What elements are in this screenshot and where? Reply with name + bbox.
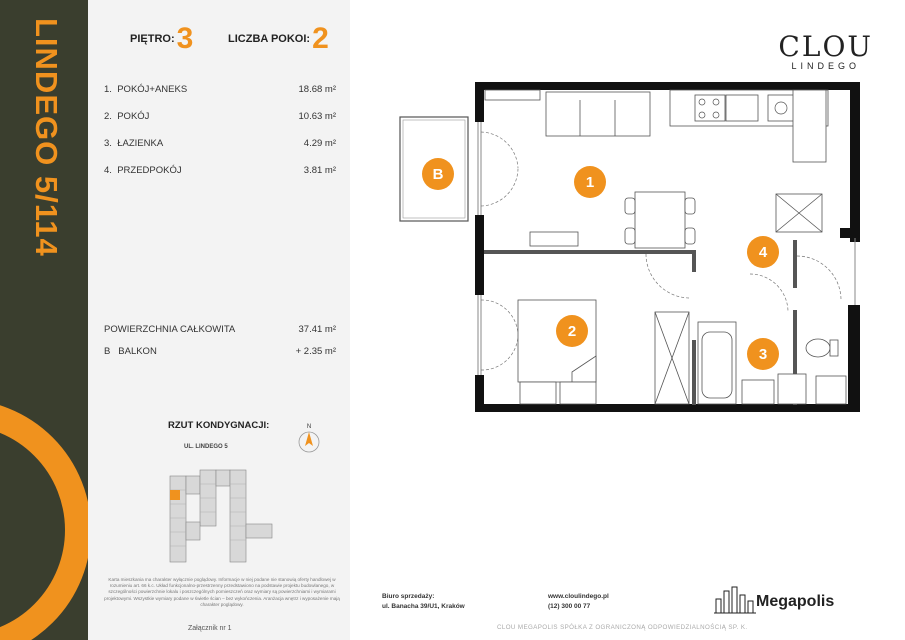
room-4-marker: 4 bbox=[758, 244, 768, 261]
balcony-row: B BALKON + 2.35 m² bbox=[104, 346, 336, 357]
room-row: 2. POKÓJ 10.63 m² bbox=[104, 111, 336, 122]
megapolis-logo bbox=[712, 585, 835, 620]
title-stripe bbox=[0, 0, 88, 640]
developer-name: Megapolis bbox=[756, 593, 835, 610]
clou-logo: CLOU LINDEGO bbox=[778, 30, 873, 71]
floor-label: PIĘTRO: bbox=[130, 32, 175, 45]
phone-number: (12) 300 00 77 bbox=[548, 603, 591, 610]
attachment-label: Załącznik nr 1 bbox=[188, 625, 232, 632]
street-label: UL. LINDEGO 5 bbox=[184, 444, 228, 450]
room-1-marker: 1 bbox=[585, 174, 595, 191]
rooms-count-label: LICZBA POKOI: bbox=[228, 32, 311, 45]
contact-info bbox=[548, 592, 609, 612]
sales-office: Biuro sprzedaży: ul. Banacha 39/U1, Kraków bbox=[382, 593, 465, 610]
disclaimer-text: Karta mieszkania ma charakter wyłącznie poglądowy. Informacje w niej podane nie stanowią oferty handlowej w rozumieniu art. 66 k.c. Układ funkcjonalno-przestrzenny przedstawiono na podstawie projektu budowlanego, w szczególności powierzchnie lokalu i poszczególnych pomieszczeń oraz wymiary są powierzchniami i wymiarami projektowymi. Wszystkie wymiary podane w świetle ścian – bez wykończenia. Aranżacja wnętrz i wyposażenie mają charakter poglądowy. bbox=[104, 577, 340, 607]
room-3-marker: 3 bbox=[758, 346, 768, 363]
room-row: 4. PRZEDPOKÓJ 3.81 m² bbox=[104, 165, 336, 176]
compass-icon bbox=[296, 420, 322, 456]
floor-value: 3 bbox=[176, 22, 194, 55]
key-plan-map bbox=[156, 462, 284, 570]
room-row: 1. POKÓJ+ANEKS 18.68 m² bbox=[104, 84, 336, 95]
floor-info bbox=[130, 22, 193, 56]
room-2-marker: 2 bbox=[567, 323, 577, 340]
skyline-icon bbox=[712, 585, 756, 615]
info-panel bbox=[88, 0, 350, 640]
company-name: CLOU MEGAPOLIS SPÓŁKA Z OGRANICZONĄ ODPOWIEDZIALNOŚCIĄ SP. K. bbox=[497, 624, 748, 631]
apartment-title: LINDEGO 5/114 bbox=[29, 18, 64, 257]
floorplan-title: RZUT KONDYGNACJI: bbox=[168, 420, 270, 431]
balcony-marker: B bbox=[432, 166, 444, 183]
apartment-floor-plan bbox=[350, 0, 905, 640]
svg-text:N: N bbox=[306, 424, 312, 430]
room-row: 3. ŁAZIENKA 4.29 m² bbox=[104, 138, 336, 149]
rooms-count-value: 2 bbox=[312, 22, 329, 55]
total-area-row: POWIERZCHNIA CAŁKOWITA 37.41 m² bbox=[104, 324, 336, 335]
website-link[interactable]: www.cloulindego.pl bbox=[548, 593, 609, 600]
rooms-count-info bbox=[228, 22, 329, 56]
